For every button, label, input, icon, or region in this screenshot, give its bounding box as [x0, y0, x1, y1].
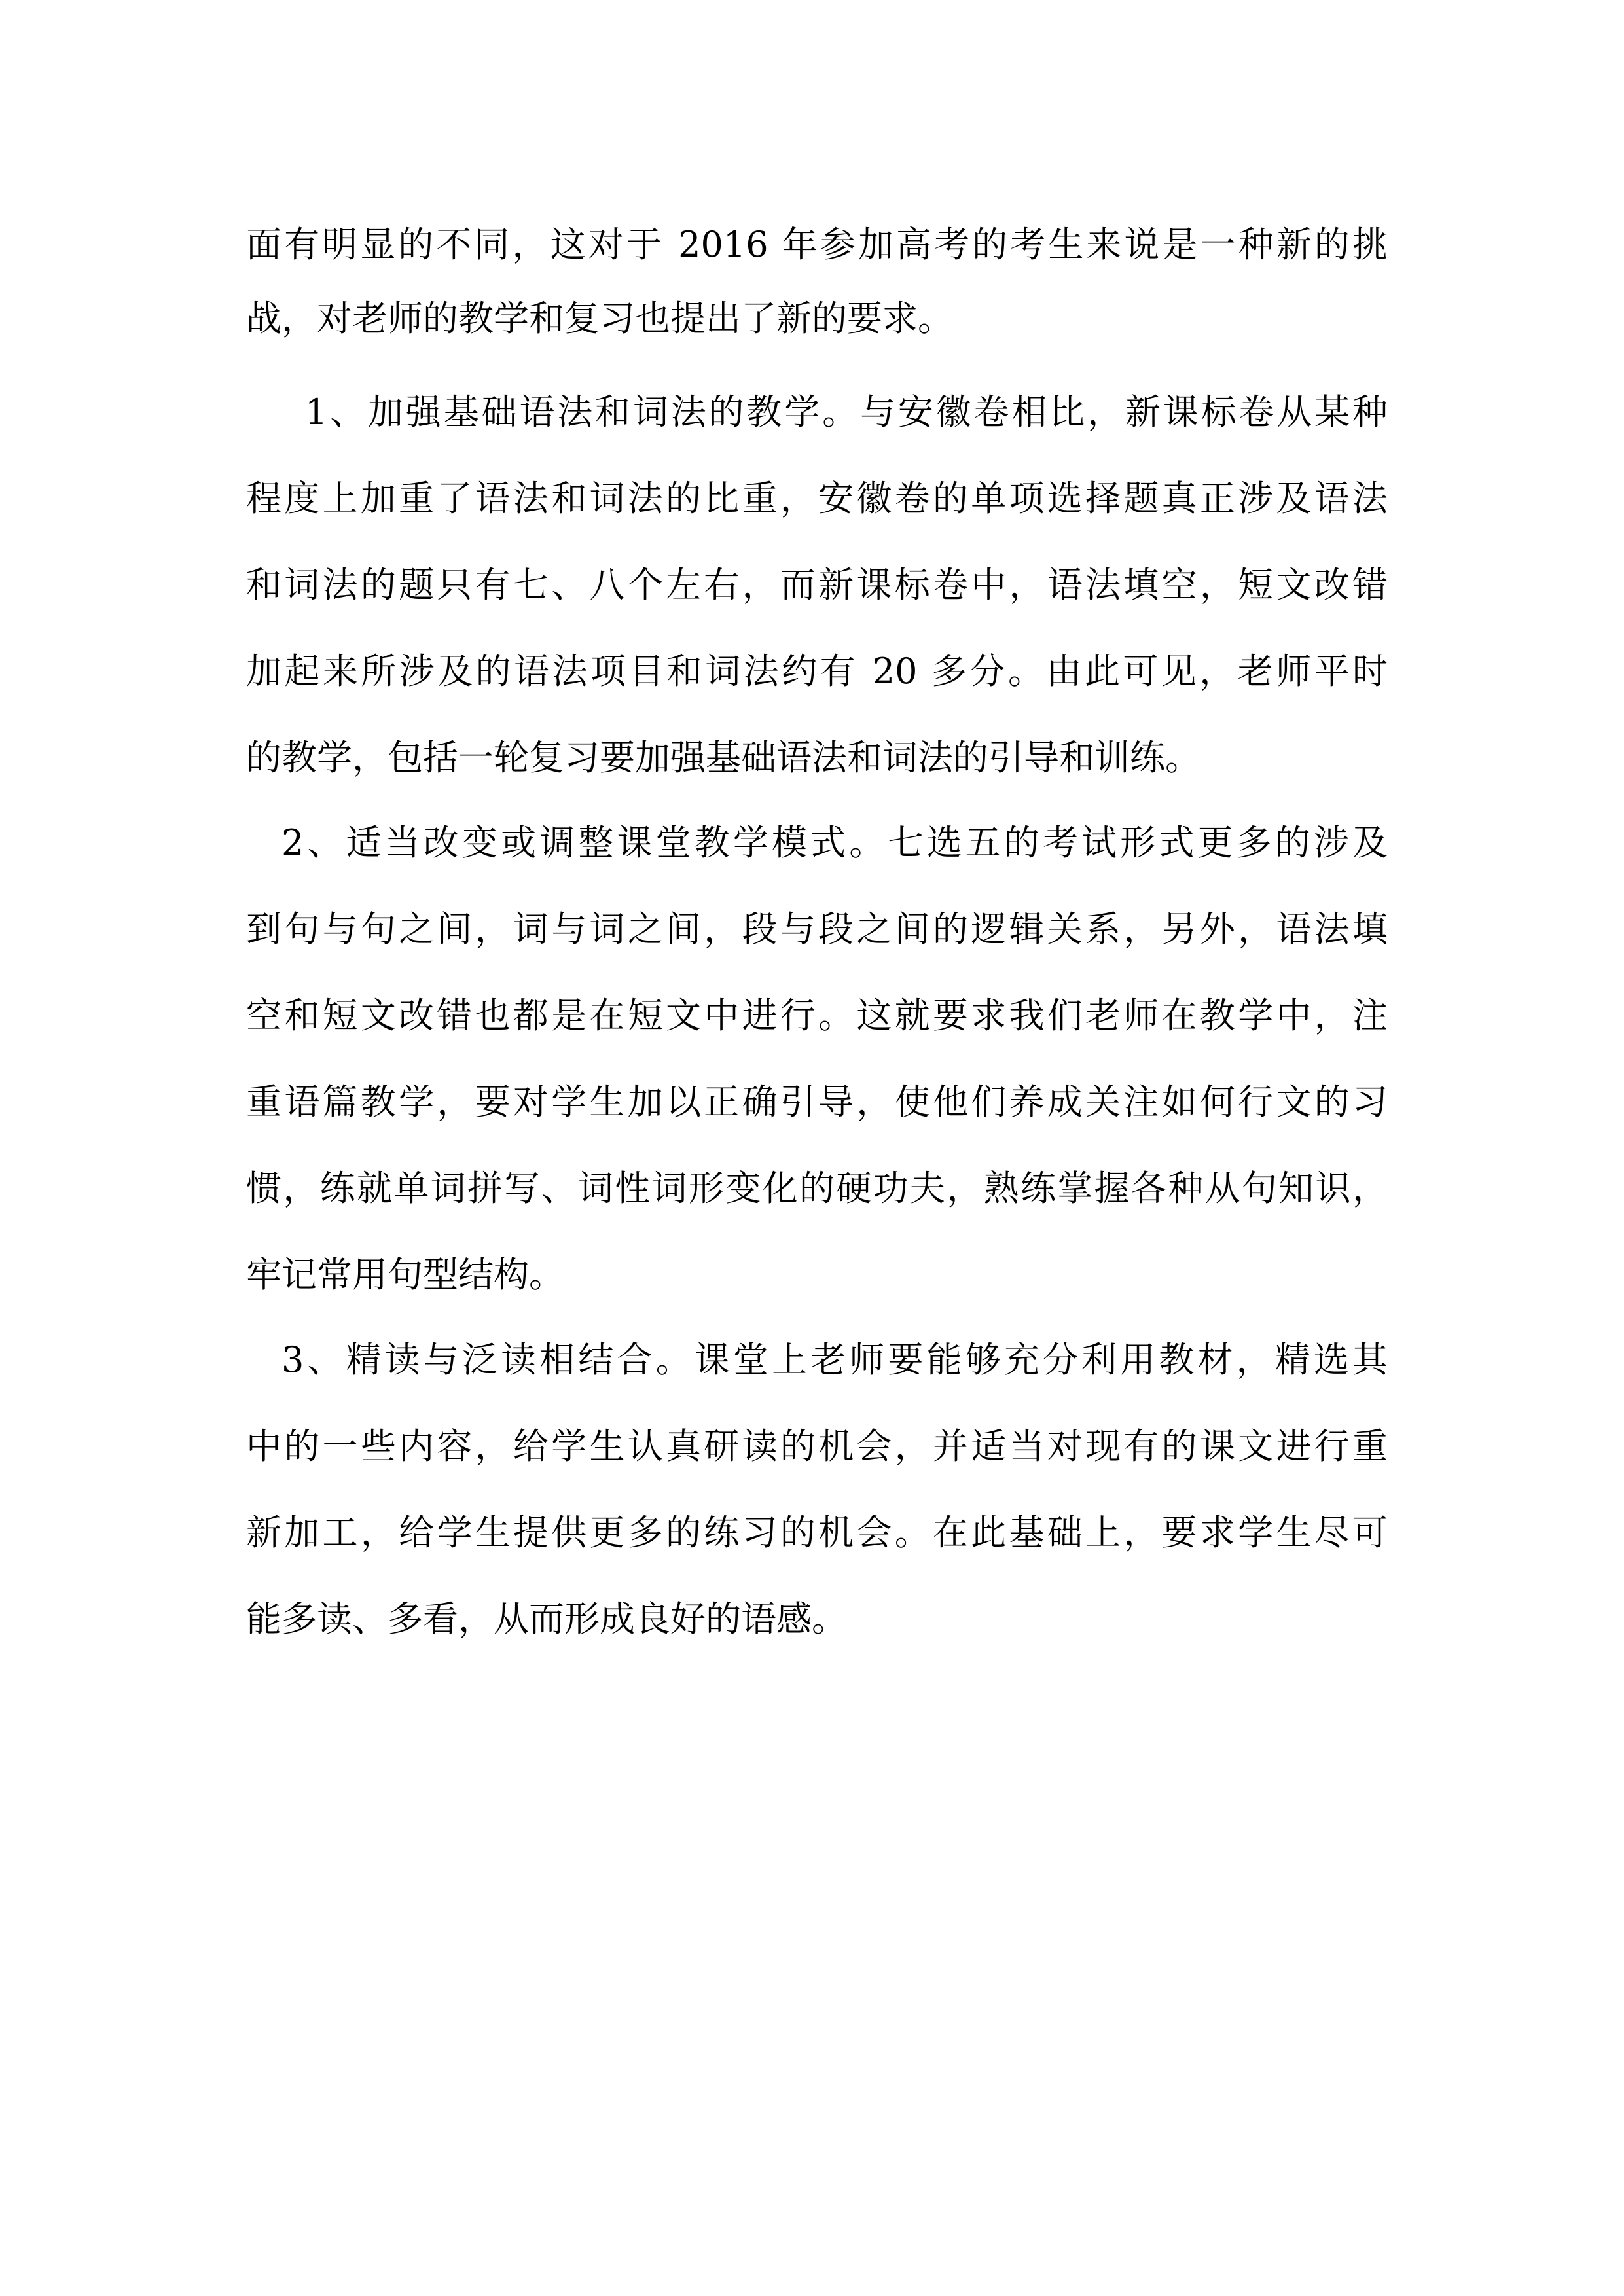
paragraph-line: 新加工，给学生提供更多的练习的机会。在此基础上，要求学生尽可: [246, 1512, 1388, 1553]
paragraph-line: 和词法的题只有七、八个左右，而新课标卷中，语法填空，短文改错: [246, 564, 1388, 605]
paragraph-line: 惯，练就单词拼写、词性词形变化的硬功夫，熟练掌握各种从句知识，: [246, 1168, 1388, 1209]
paragraph-line: 加起来所涉及的语法项目和词法约有 20 多分。由此可见，老师平时: [246, 651, 1388, 692]
paragraph-line: 牢记常用句型结构。: [246, 1254, 564, 1295]
paragraph-line: 中的一些内容，给学生认真研读的机会，并适当对现有的课文进行重: [246, 1426, 1388, 1467]
paragraph-line: 面有明显的不同，这对于 2016 年参加高考的考生来说是一种新的挑: [246, 224, 1388, 265]
paragraph-line: 重语篇教学，要对学生加以正确引导，使他们养成关注如何行文的习: [246, 1081, 1388, 1122]
paragraph-line: 1、加强基础语法和词法的教学。与安徽卷相比，新课标卷从某种: [305, 391, 1388, 433]
paragraph-line: 3、精读与泛读相结合。课堂上老师要能够充分利用教材，精选其: [281, 1339, 1388, 1380]
paragraph-line: 空和短文改错也都是在短文中进行。这就要求我们老师在教学中，注: [246, 995, 1388, 1036]
paragraph-line: 到句与句之间，词与词之间，段与段之间的逻辑关系，另外，语法填: [246, 908, 1388, 950]
paragraph-line: 能多读、多看，从而形成良好的语感。: [246, 1598, 847, 1640]
paragraph-line: 程度上加重了语法和词法的比重，安徽卷的单项选择题真正涉及语法: [246, 478, 1388, 519]
paragraph-line: 战，对老师的教学和复习也提出了新的要求。: [246, 298, 953, 339]
paragraph-line: 的教学，包括一轮复习要加强基础语法和词法的引导和训练。: [246, 737, 1200, 778]
paragraph-line: 2、适当改变或调整课堂教学模式。七选五的考试形式更多的涉及: [281, 822, 1388, 863]
